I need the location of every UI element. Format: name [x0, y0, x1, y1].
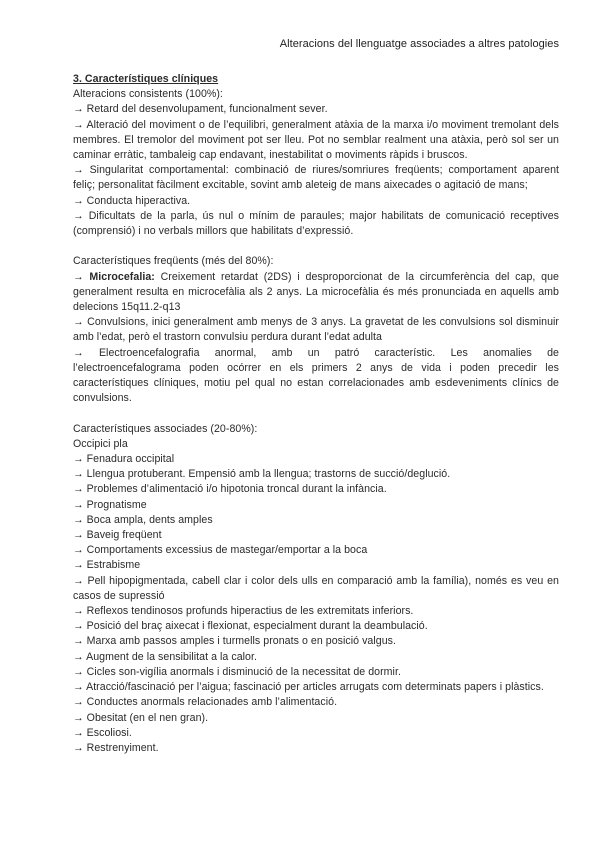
arrow-icon: [73, 103, 84, 115]
associated-item: [73, 558, 559, 573]
arrow-icon: [73, 271, 84, 283]
arrow-icon: [73, 559, 84, 571]
item-text: Conductes anormals relacionades amb l’alimentació.: [86, 696, 338, 709]
arrow-icon: [73, 468, 84, 480]
item-text: Obesitat (en el nen gran).: [86, 711, 209, 724]
item-text: Restrenyiment.: [86, 741, 159, 754]
arrow-icon: [73, 742, 84, 754]
associated-heading: Característiques associades (20-80%):: [73, 422, 258, 435]
associated-item: [73, 619, 559, 634]
item-text: Atracció/fascinació per l’aigua; fascinació per articles arrugats com determinats papers i plàstics.: [86, 681, 544, 694]
associated-item: [73, 680, 559, 695]
arrow-icon: [73, 316, 84, 328]
arrow-icon: [73, 681, 84, 693]
item-text: Alteració del moviment o de l’equilibri, generalment atàxia de la marxa i/o moviment tremolant dels membres. El tremolor del moviment pot ser lleu. Pot no semblar realment una atàxia, però sol ser un caminar erràtic, tambaleig cap endavant, inestabilitat o moviments ràpids i bruscos.: [73, 118, 559, 162]
arrow-icon: [73, 575, 84, 587]
arrow-icon: [73, 164, 84, 176]
item-text: Posició del braç aixecat i flexionat, especialment durant la deambulació.: [86, 620, 428, 633]
item-text: Marxa amb passos amples i turmells pronats o en posició valgus.: [86, 635, 396, 648]
arrow-icon: [73, 210, 84, 222]
associated-item: [73, 543, 559, 558]
consistent-item: [73, 163, 559, 193]
consistent-item: [73, 102, 559, 117]
arrow-icon: [73, 605, 84, 617]
arrow-icon: [73, 666, 84, 678]
arrow-icon: [73, 483, 84, 495]
document-body: [73, 72, 559, 756]
item-text: Cicles son-vigília anormals i disminució de la necessitat de dormir.: [86, 665, 401, 678]
item-text: Conducta hiperactiva.: [86, 194, 191, 207]
item-text: Augment de la sensibilitat a la calor.: [86, 650, 257, 663]
frequent-item: [73, 270, 559, 316]
section-title: 3. Característiques clíniques: [73, 73, 219, 85]
item-text: Convulsions, inici generalment amb menys de 3 anys. La gravetat de les convulsions sol disminuir amb l’edat, però el trastorn convulsiu perdura durant l’edat adulta: [73, 316, 559, 344]
consistent-item: [73, 209, 559, 239]
arrow-icon: [73, 195, 84, 207]
item-text: Electroencefalografia anormal, amb un patró característic. Les anomalies de l’electroencefalograma poden ocórrer en els primers 2 anys de vida i poden precedir les característiques clíniques, motiu pel qual no estan correlacionades amb esdeveniments clínics de convulsions.: [73, 346, 559, 405]
associated-item: [73, 711, 559, 726]
consistent-item: [73, 118, 559, 164]
arrow-icon: [73, 651, 84, 663]
arrow-icon: [73, 119, 84, 131]
paragraph-gap: [73, 406, 559, 421]
arrow-icon: [73, 620, 84, 632]
item-text: Llengua protuberant. Empensió amb la llengua; trastorns de succió/deglució.: [86, 468, 451, 481]
item-text: Boca ampla, dents amples: [86, 513, 213, 526]
item-text: Pell hipopigmentada, cabell clar i color dels ulls en comparació amb la família), només es veu en casos de supressió: [73, 574, 559, 602]
item-text: Reflexos tendinosos profunds hiperactius de les extremitats inferiors.: [86, 605, 414, 618]
associated-item: [73, 604, 559, 619]
associated-item: [73, 482, 559, 497]
item-text: Baveig freqüent: [86, 529, 162, 542]
item-text: Comportaments excessius de mastegar/emportar a la boca: [86, 544, 368, 557]
arrow-icon: [73, 529, 84, 541]
associated-item: [73, 650, 559, 665]
microcephaly-text: Creixement retardat (2DS) i desproporcionat de la circumferència del cap, que generalment resulta en microcefàlia als 2 anys. La microcefàlia és més pronunciada en aquells amb delecions 15q11.2-q13: [73, 270, 559, 314]
associated-list: [73, 452, 559, 756]
associated-item: [73, 513, 559, 528]
associated-item: [73, 741, 559, 756]
paragraph-gap: [73, 239, 559, 254]
arrow-icon: [73, 727, 84, 739]
item-text: Escoliosi.: [86, 726, 132, 739]
frequent-item: [73, 315, 559, 345]
associated-item: [73, 726, 559, 741]
associated-item: [73, 498, 559, 513]
item-text: Problemes d’alimentació i/o hipotonia troncal durant la infància.: [86, 483, 387, 496]
consistent-item: [73, 194, 559, 209]
associated-item: [73, 467, 559, 482]
arrow-icon: [73, 544, 84, 556]
item-text: Prognatisme: [86, 498, 147, 511]
arrow-icon: [73, 499, 84, 511]
associated-item: [73, 574, 559, 604]
associated-first-line: Occipici pla: [73, 437, 128, 450]
arrow-icon: [73, 453, 84, 465]
arrow-icon: [73, 696, 84, 708]
item-text: Fenadura occipital: [86, 453, 175, 466]
frequent-item: [73, 346, 559, 407]
microcephaly-term: Microcefalia:: [89, 270, 155, 283]
arrow-icon: [73, 514, 84, 526]
associated-item: [73, 452, 559, 467]
associated-item: [73, 695, 559, 710]
associated-item: [73, 634, 559, 649]
associated-item: [73, 528, 559, 543]
arrow-icon: [73, 712, 84, 724]
running-header: Alteracions del llenguatge associades a altres patologies: [279, 38, 559, 50]
frequent-heading: Característiques freqüents (més del 80%):: [73, 255, 274, 268]
item-text: Singularitat comportamental: combinació de riures/somriures freqüents; comportament aparent feliç; personalitat fàcilment excitable, sovint amb aleteig de mans aixecades o agitació de mans;: [73, 164, 560, 192]
arrow-icon: [73, 635, 84, 647]
associated-item: [73, 665, 559, 680]
item-text: Estrabisme: [86, 559, 141, 572]
consistent-heading: Alteracions consistents (100%):: [73, 88, 223, 101]
item-text: Dificultats de la parla, ús nul o mínim de paraules; major habilitats de comunicació receptives (comprensió) i no verbals millors que habilitats d’expressió.: [73, 209, 559, 238]
item-text: Retard del desenvolupament, funcionalment sever.: [86, 103, 328, 116]
arrow-icon: [73, 347, 84, 359]
